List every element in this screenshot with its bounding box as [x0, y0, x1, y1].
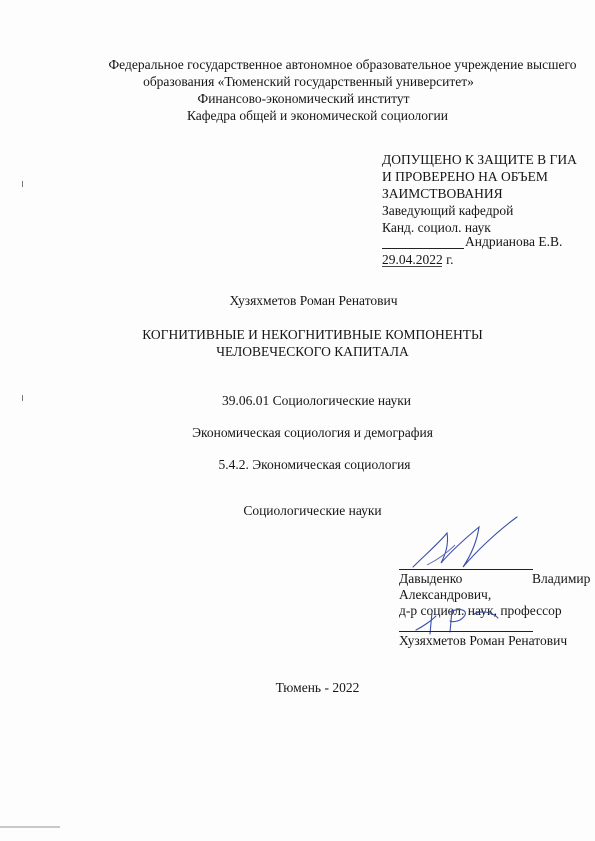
approval-head-degree: Канд. социол. наук: [382, 220, 491, 235]
scan-edge: [0, 826, 60, 828]
supervisor-signature: [405, 515, 525, 575]
supervisor-patronymic: Александрович,: [399, 587, 492, 602]
header-line-3: Финансово-экономический институт: [197, 91, 410, 106]
specialty-code: 39.06.01 Социологические науки: [222, 393, 411, 408]
header-line-2: образования «Тюменский государственный университет»: [143, 74, 474, 89]
supervisor-signature-line: [399, 569, 533, 570]
title-line-1: КОГНИТИВНЫЕ И НЕКОГНИТИВНЫЕ КОМПОНЕНТЫ: [142, 327, 483, 342]
approval-line-2: И ПРОВЕРЕНО НА ОБЪЕМ: [382, 169, 548, 184]
supervisor-degree: д-р социол. наук, профессор: [399, 603, 562, 618]
scientific-specialty: 5.4.2. Экономическая социология: [218, 457, 411, 472]
city-year: Тюмень - 2022: [275, 680, 360, 695]
header-line-1: Федеральное государственное автономное образовательное учреждение высшего: [108, 57, 577, 72]
thesis-title: [0, 326, 595, 360]
header-line-4: Кафедра общей и экономической социологии: [186, 108, 449, 123]
title-line-2: ЧЕЛОВЕЧЕСКОГО КАПИТАЛА: [216, 344, 409, 359]
student-name: Хузяхметов Роман Ренатович: [399, 633, 568, 648]
student-signature-line: [399, 631, 533, 632]
approval-head-title: Заведующий кафедрой: [382, 203, 514, 218]
author-name: Хузяхметов Роман Ренатович: [229, 293, 398, 308]
approval-head-name: Андрианова Е.В.: [465, 234, 563, 249]
approval-date-underline: [382, 266, 442, 267]
approval-block: [382, 151, 577, 236]
supervisor-first-name: Владимир: [532, 571, 591, 586]
profile: Экономическая социология и демография: [192, 425, 433, 440]
approval-signature-line: [382, 248, 464, 249]
approval-line-3: ЗАИМСТВОВАНИЯ: [382, 186, 503, 201]
approval-line-1: ДОПУЩЕНО К ЗАЩИТЕ В ГИА: [382, 152, 577, 167]
scan-mark: [22, 181, 23, 187]
supervisor-surname: Давыденко: [399, 571, 463, 586]
approval-date: 29.04.2022 г.: [382, 252, 454, 267]
institution-header: [0, 56, 595, 124]
degree-field: Социологические науки: [243, 503, 382, 518]
